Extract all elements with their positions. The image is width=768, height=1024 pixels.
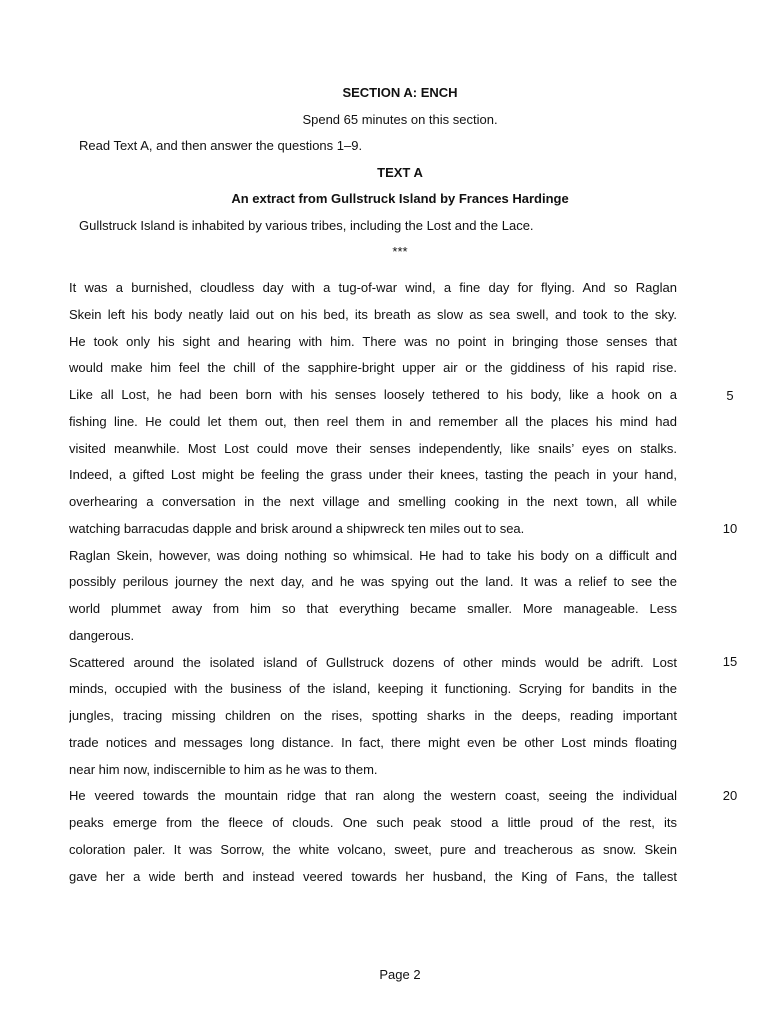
separator: *** bbox=[392, 244, 408, 259]
extract-title: An extract from Gullstruck Island by Frances Hardinge bbox=[231, 191, 569, 206]
line-number-20: 20 bbox=[722, 788, 738, 803]
passage-line: coloration paler. It was Sorrow, the white volcano, sweet, pure and treacherous as snow. Skein bbox=[69, 841, 677, 857]
passage-line: Skein left his body neatly laid out on his bed, its breath as slow as sea swell, and took to the sky. bbox=[69, 306, 677, 322]
passage-line: fishing line. He could let them out, then reel them in and remember all the places his mind had bbox=[69, 413, 677, 429]
page-number: Page 2 bbox=[379, 967, 421, 982]
read-instruction: Read Text A, and then answer the questions 1–9. bbox=[79, 138, 363, 153]
context-note: Gullstruck Island is inhabited by various tribes, including the Lost and the Lace. bbox=[79, 218, 534, 233]
passage-line: It was a burnished, cloudless day with a tug-of-war wind, a fine day for flying. And so Raglan bbox=[69, 280, 677, 295]
passage-line: overhearing a conversation in the next village and smelling cooking in the next town, all while bbox=[69, 494, 677, 509]
passage-line: jungles, tracing missing children on the rises, spotting sharks in the deeps, reading important bbox=[69, 708, 677, 723]
time-instruction: Spend 65 minutes on this section. bbox=[302, 112, 498, 127]
section-title: SECTION A: ENCH bbox=[342, 85, 458, 100]
passage-line: trade notices and messages long distance. In fact, there might even be other Lost minds floating bbox=[69, 734, 677, 750]
passage-line: gave her a wide berth and instead veered towards her husband, the King of Fans, the tallest bbox=[69, 868, 677, 884]
line-number-10: 10 bbox=[722, 521, 738, 536]
passage-line: Like all Lost, he had been born with his senses loosely tethered to his body, like a hook on a bbox=[69, 387, 677, 402]
passage-line: minds, occupied with the business of the island, keeping it functioning. Scrying for bandits in the bbox=[69, 681, 677, 697]
passage-line: near him now, indiscernible to him as he was to them. bbox=[69, 761, 378, 777]
passage-line: He veered towards the mountain ridge that ran along the western coast, seeing the individual bbox=[69, 788, 677, 804]
line-number-15: 15 bbox=[722, 654, 738, 669]
passage-line: visited meanwhile. Most Lost could move their senses independently, like snails’ eyes on stalks. bbox=[69, 440, 677, 456]
passage-line: world plummet away from him so that everything became smaller. More manageable. Less bbox=[69, 601, 677, 616]
line-number-5: 5 bbox=[726, 388, 734, 403]
passage-line: Indeed, a gifted Lost might be feeling the grass under their knees, tasting the peach in your hand, bbox=[69, 467, 677, 483]
passage-line: possibly perilous journey the next day, and he was spying out the land. It was a relief to see the bbox=[69, 574, 677, 590]
passage-line: watching barracudas dapple and brisk around a shipwreck ten miles out to sea. bbox=[69, 520, 525, 536]
passage-line: would make him feel the chill of the sapphire-bright upper air or the giddiness of his rapid rise. bbox=[69, 360, 677, 376]
text-label: TEXT A bbox=[377, 165, 423, 180]
passage bbox=[69, 275, 677, 890]
passage-line: Scattered around the isolated island of Gullstruck dozens of other minds would be adrift. Lost bbox=[69, 654, 677, 670]
passage-line: peaks emerge from the fleece of clouds. One such peak stood a little proud of the rest, its bbox=[69, 815, 677, 830]
passage-line: dangerous. bbox=[69, 627, 135, 643]
passage-line: He took only his sight and hearing with him. There was no point in bringing those senses that bbox=[69, 333, 677, 349]
passage-line: Raglan Skein, however, was doing nothing so whimsical. He had to take his body on a difficult and bbox=[69, 547, 677, 563]
